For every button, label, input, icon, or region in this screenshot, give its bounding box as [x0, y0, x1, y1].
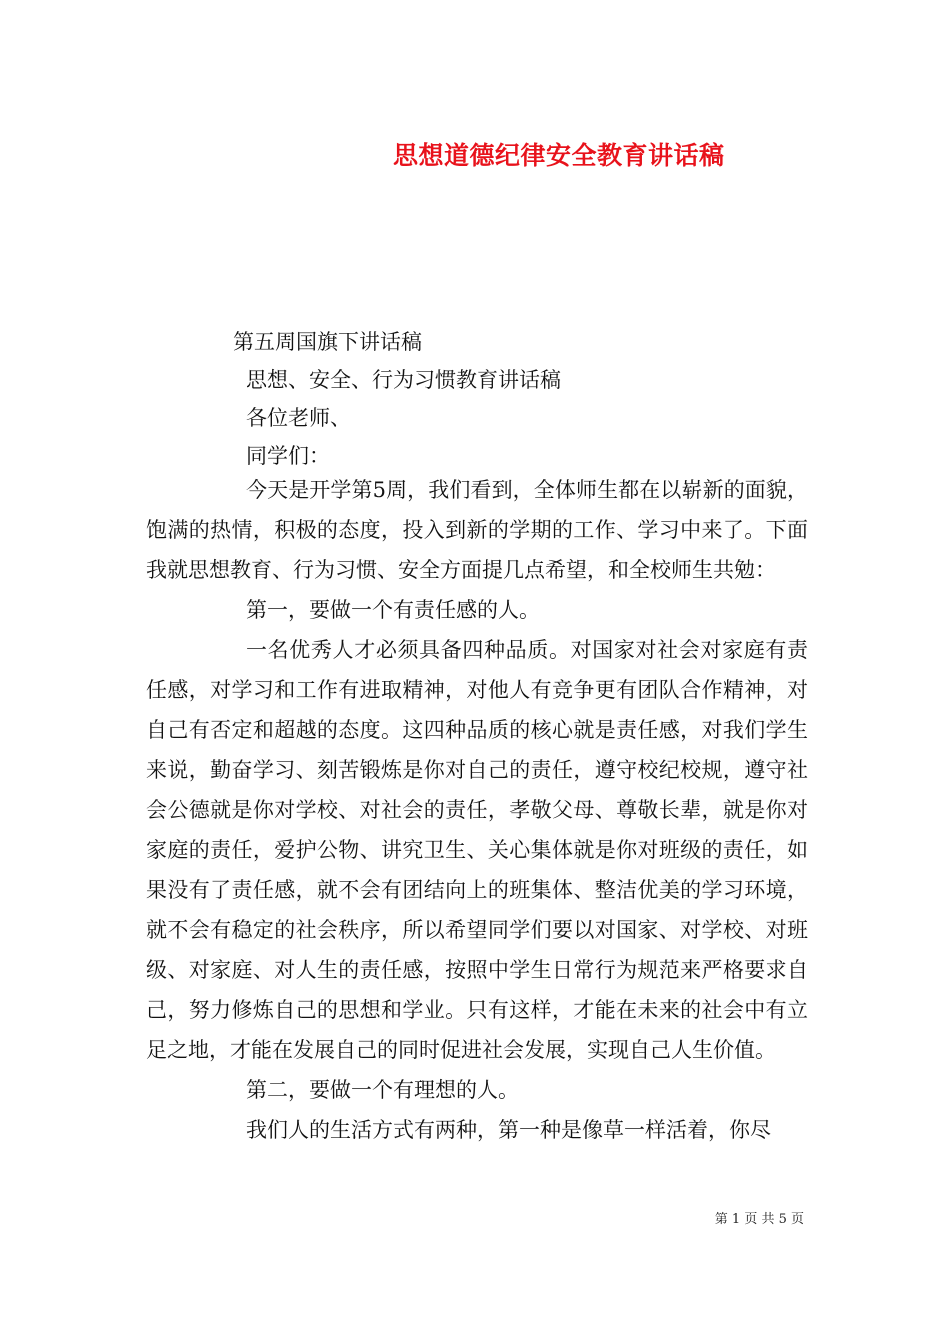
- paragraph-intro: 今天是开学第5周，我们看到，全体师生都在以崭新的面貌，饱满的热情，积极的态度，投入到新的学期的工作、学习中来了。下面我就思想教育、行为习惯、安全方面提几点希望，和全校师生共勉：: [146, 478, 808, 582]
- paragraph-point-two-body: 我们人的生活方式有两种，第一种是像草一样活着，你尽: [246, 1118, 771, 1142]
- header-line-subtitle: 思想、安全、行为习惯教育讲话稿: [246, 368, 561, 392]
- paragraph-point-two-heading: 第二，要做一个有理想的人。: [246, 1078, 519, 1102]
- paragraph-point-one-heading: 第一，要做一个有责任感的人。: [246, 598, 540, 622]
- document-title: 思想道德纪律安全教育讲话稿: [393, 141, 725, 170]
- header-line-greeting-students: 同学们：: [246, 444, 330, 468]
- header-line-speech-week: 第五周国旗下讲话稿: [233, 330, 422, 354]
- paragraph-point-one-body: 一名优秀人才必须具备四种品质。对国家对社会对家庭有责任感，对学习和工作有进取精神，对他人有竞争更有团队合作精神，对自己有否定和超越的态度。这四种品质的核心就是责任感，对我们学生来说，勤奋学习、刻苦锻炼是你对自己的责任，遵守校纪校规，遵守社会公德就是你对学校、对社会的责任，孝敬父母、尊敬长辈，就是你对家庭的责任，爱护公物、讲究卫生、关心集体就是你对班级的责任，如果没有了责任感，就不会有团结向上的班集体、整洁优美的学习环境，就不会有稳定的社会秩序，所以希望同学们要以对国家、对学校、对班级、对家庭、对人生的责任感，按照中学生日常行为规范来严格要求自己，努力修炼自己的思想和学业。只有这样，才能在未来的社会中有立足之地，才能在发展自己的同时促进社会发展，实现自己人生价值。: [146, 638, 808, 1062]
- document-body: [146, 470, 808, 1150]
- header-line-greeting-teachers: 各位老师、: [246, 406, 351, 430]
- page-number-footer: 第 1 页 共 5 页: [714, 1212, 804, 1227]
